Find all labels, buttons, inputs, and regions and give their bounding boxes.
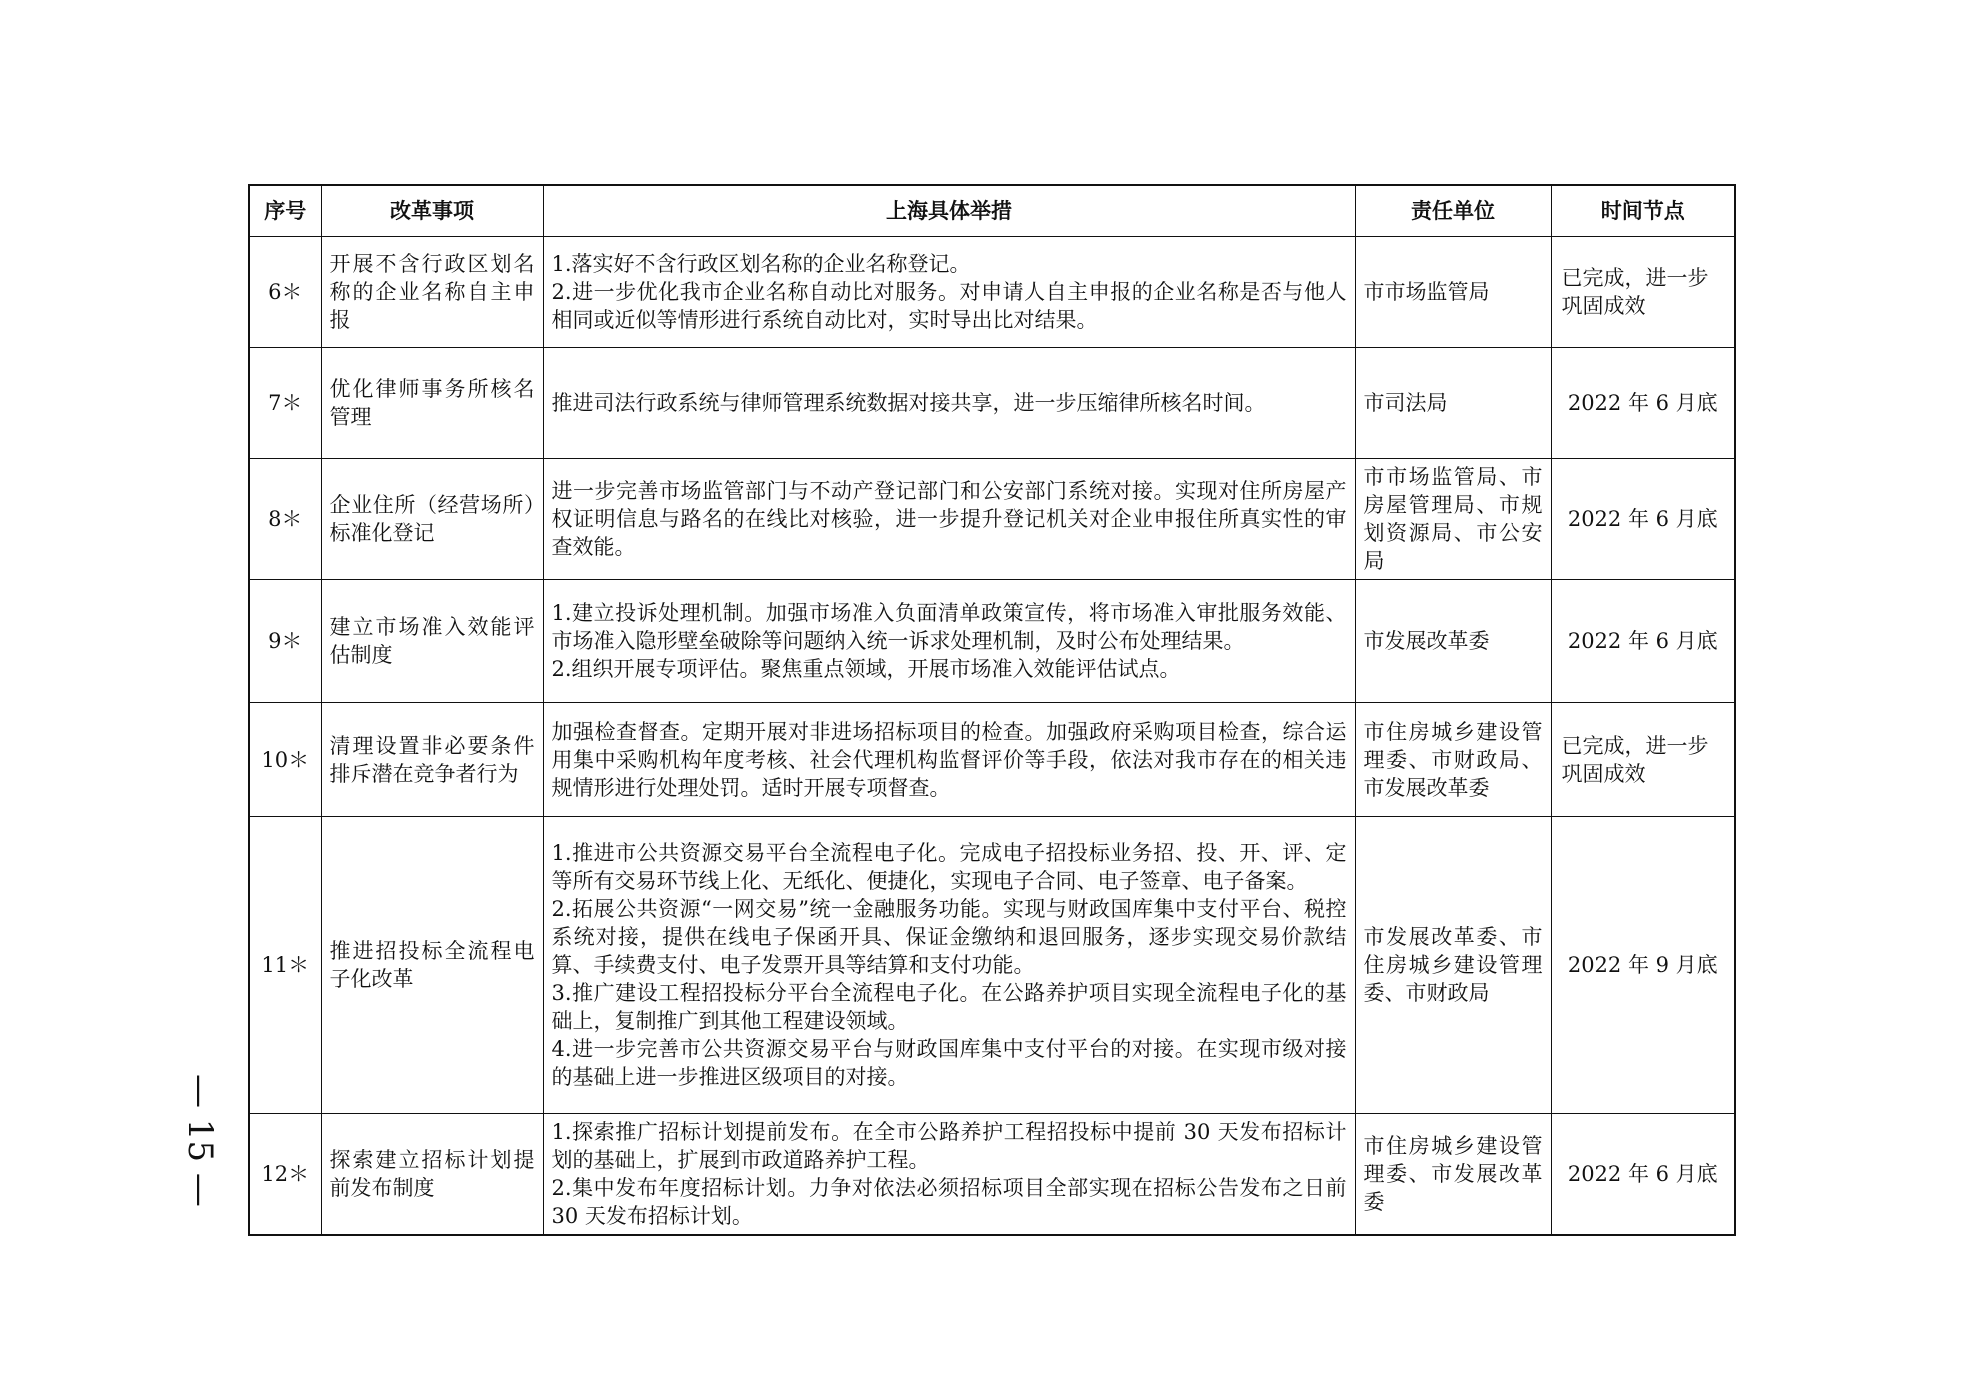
table-row [249, 580, 1735, 703]
reform-measures-table [248, 184, 1736, 1236]
time-node: 已完成，进一步巩固成效 [1551, 703, 1735, 817]
time-node: 2022 年 6 月底 [1551, 459, 1735, 580]
measure-line: 进一步完善市场监管部门与不动产登记部门和公安部门系统对接。实现对住所房屋产权证明信息与路名的在线比对核验，进一步提升登记机关对企业申报住所真实性的审查效能。 [551, 479, 1347, 559]
measure-line: 2.集中发布年度招标计划。力争对依法必须招标项目全部实现在招标公告发布之日前 30 天发布招标计划。 [551, 1176, 1347, 1228]
row-number: 8＊ [249, 459, 321, 580]
measure-line: 2.拓展公共资源“一网交易”统一金融服务功能。实现与财政国库集中支付平台、税控系统对接，提供在线电子保函开具、保证金缴纳和退回服务，逐步实现交易价款结算、手续费支付、电子发票开具等结算和支付功能。 [551, 897, 1347, 977]
responsible-unit: 市发展改革委 [1355, 580, 1551, 703]
responsible-unit: 市市场监管局、市房屋管理局、市规划资源局、市公安局 [1355, 459, 1551, 580]
responsible-unit: 市市场监管局 [1355, 237, 1551, 348]
measures-cell [543, 703, 1355, 817]
measure-line: 4.进一步完善市公共资源交易平台与财政国库集中支付平台的对接。在实现市级对接的基础上进一步推进区级项目的对接。 [551, 1037, 1347, 1089]
measure-line: 3.推广建设工程招投标分平台全流程电子化。在公路养护项目实现全流程电子化的基础上，复制推广到其他工程建设领域。 [551, 981, 1347, 1033]
table-row [249, 1114, 1735, 1236]
responsible-unit: 市住房城乡建设管理委、市发展改革委 [1355, 1114, 1551, 1236]
measure-line: 1.建立投诉处理机制。加强市场准入负面清单政策宣传，将市场准入审批服务效能、市场准入隐形壁垒破除等问题纳入统一诉求处理机制，及时公布处理结果。 [551, 601, 1347, 653]
header-measures: 上海具体举措 [543, 185, 1355, 237]
row-number: 7＊ [249, 348, 321, 459]
reform-item: 探索建立招标计划提前发布制度 [321, 1114, 543, 1236]
measure-line: 1.探索推广招标计划提前发布。在全市公路养护工程招投标中提前 30 天发布招标计划的基础上，扩展到市政道路养护工程。 [551, 1120, 1347, 1172]
table-row [249, 817, 1735, 1114]
responsible-unit: 市司法局 [1355, 348, 1551, 459]
reform-item: 企业住所（经营场所）标准化登记 [321, 459, 543, 580]
row-number: 10＊ [249, 703, 321, 817]
reform-item: 清理设置非必要条件排斥潜在竞争者行为 [321, 703, 543, 817]
measures-cell [543, 237, 1355, 348]
measures-cell [543, 1114, 1355, 1236]
row-number: 11＊ [249, 817, 321, 1114]
reform-item: 优化律师事务所核名管理 [321, 348, 543, 459]
measure-line: 1.推进市公共资源交易平台全流程电子化。完成电子招投标业务招、投、开、评、定等所有交易环节线上化、无纸化、便捷化，实现电子合同、电子签章、电子备案。 [551, 841, 1347, 893]
measure-line: 1.落实好不含行政区划名称的企业名称登记。 [551, 252, 971, 276]
table-row [249, 237, 1735, 348]
measures-cell [543, 459, 1355, 580]
header-unit: 责任单位 [1355, 185, 1551, 237]
header-item: 改革事项 [321, 185, 543, 237]
measure-line: 推进司法行政系统与律师管理系统数据对接共享，进一步压缩律所核名时间。 [551, 391, 1266, 415]
row-number: 9＊ [249, 580, 321, 703]
time-node: 2022 年 6 月底 [1551, 1114, 1735, 1236]
time-node: 2022 年 6 月底 [1551, 348, 1735, 459]
responsible-unit: 市住房城乡建设管理委、市财政局、市发展改革委 [1355, 703, 1551, 817]
reform-item: 建立市场准入效能评估制度 [321, 580, 543, 703]
time-node: 已完成，进一步巩固成效 [1551, 237, 1735, 348]
measures-cell [543, 580, 1355, 703]
responsible-unit: 市发展改革委、市住房城乡建设管理委、市财政局 [1355, 817, 1551, 1114]
table-row [249, 459, 1735, 580]
time-node: 2022 年 9 月底 [1551, 817, 1735, 1114]
reform-item: 推进招投标全流程电子化改革 [321, 817, 543, 1114]
table-row [249, 703, 1735, 817]
measure-line: 2.进一步优化我市企业名称自动比对服务。对申请人自主申报的企业名称是否与他人相同或近似等情形进行系统自动比对，实时导出比对结果。 [551, 280, 1347, 332]
measures-cell [543, 817, 1355, 1114]
header-time: 时间节点 [1551, 185, 1735, 237]
measure-line: 加强检查督查。定期开展对非进场招标项目的检查。加强政府采购项目检查，综合运用集中采购机构年度考核、社会代理机构监督评价等手段，依法对我市存在的相关违规情形进行处理处罚。适时开展专项督查。 [551, 719, 1347, 800]
measure-line: 2.组织开展专项评估。聚焦重点领域，开展市场准入效能评估试点。 [551, 657, 1181, 681]
table-row [249, 348, 1735, 459]
page-number: — 15 — [180, 1073, 220, 1207]
time-node: 2022 年 6 月底 [1551, 580, 1735, 703]
row-number: 6＊ [249, 237, 321, 348]
reform-item: 开展不含行政区划名称的企业名称自主申报 [321, 237, 543, 348]
header-no: 序号 [249, 185, 321, 237]
measures-cell [543, 348, 1355, 459]
table-header-row [249, 185, 1735, 237]
row-number: 12＊ [249, 1114, 321, 1236]
